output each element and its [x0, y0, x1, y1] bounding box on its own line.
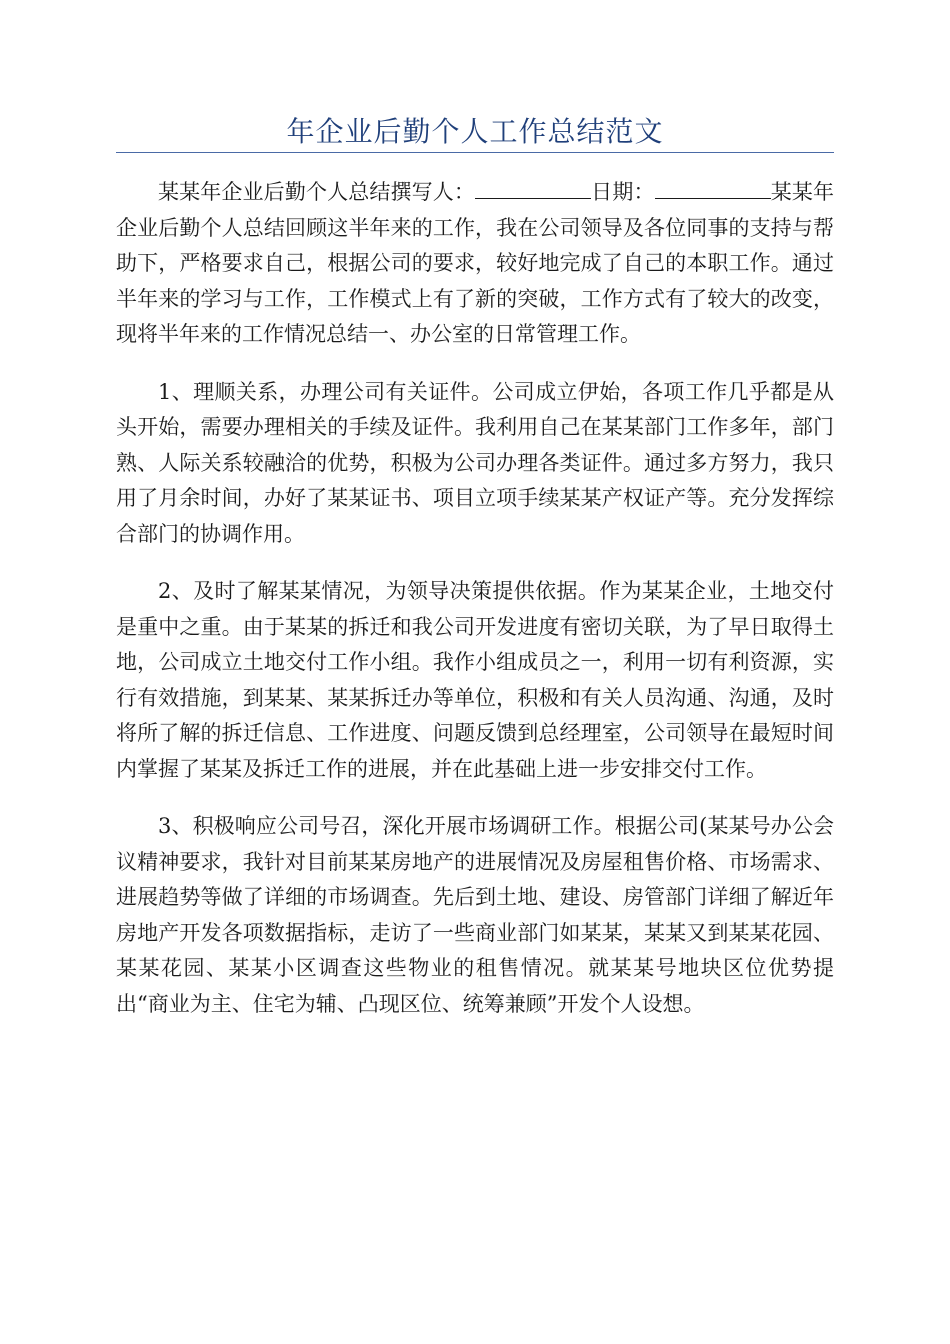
date-blank — [655, 176, 771, 199]
author-blank — [475, 176, 591, 199]
title-underline — [116, 152, 834, 153]
date-label: 日期： — [591, 180, 655, 204]
paragraph-3: 3、积极响应公司号召，深化开展市场调研工作。根据公司(某某号办公会议精神要求，我针对目前某某房地产的进展情况及房屋租售价格、市场需求、进展趋势等做了详细的市场调查。先后到土地、建设、房管部门详细了解近年房地产开发各项数据指标，走访了一些商业部门如某某，某某又到某某花园、某某花园、某某小区调查这些物业的租售情况。就某某号地块区位优势提出“商业为主、住宅为辅、凸现区位、统筹兼顾”开发个人设想。 — [116, 814, 834, 1016]
intro-rest: 某某年企业后勤个人总结回顾这半年来的工作，我在公司领导及各位同事的支持与帮助下，严格要求自己，根据公司的要求，较好地完成了自己的本职工作。通过半年来的学习与工作，工作模式上有了新的突破，工作方式有了较大的改变，现将半年来的工作情况总结一、办公室的日常管理工作。 — [116, 180, 835, 346]
paragraph-2: 2、及时了解某某情况，为领导决策提供依据。作为某某企业，土地交付是重中之重。由于某某的拆迁和我公司开发进度有密切关联，为了早日取得土地，公司成立土地交付工作小组。我作小组成员之一，利用一切有利资源，实行有效措施，到某某、某某拆迁办等单位，积极和有关人员沟通、沟通，及时将所了解的拆迁信息、工作进度、问题反馈到总经理室，公司领导在最短时间内掌握了某某及拆迁工作的进展，并在此基础上进一步安排交付工作。 — [116, 579, 834, 781]
intro-prefix: 某某年企业后勤个人总结撰写人： — [158, 180, 476, 204]
document-body — [116, 175, 834, 1022]
document-page — [116, 112, 834, 1044]
paragraph-1: 1、理顺关系，办理公司有关证件。公司成立伊始，各项工作几乎都是从头开始，需要办理相关的手续及证件。我利用自己在某某部门工作多年，部门熟、人际关系较融洽的优势，积极为公司办理各类证件。通过多方努力，我只用了月余时间，办好了某某证书、项目立项手续某某产权证产等。充分发挥综合部门的协调作用。 — [116, 379, 834, 546]
document-title: 年企业后勤个人工作总结范文 — [286, 115, 664, 148]
intro-paragraph — [116, 175, 834, 353]
